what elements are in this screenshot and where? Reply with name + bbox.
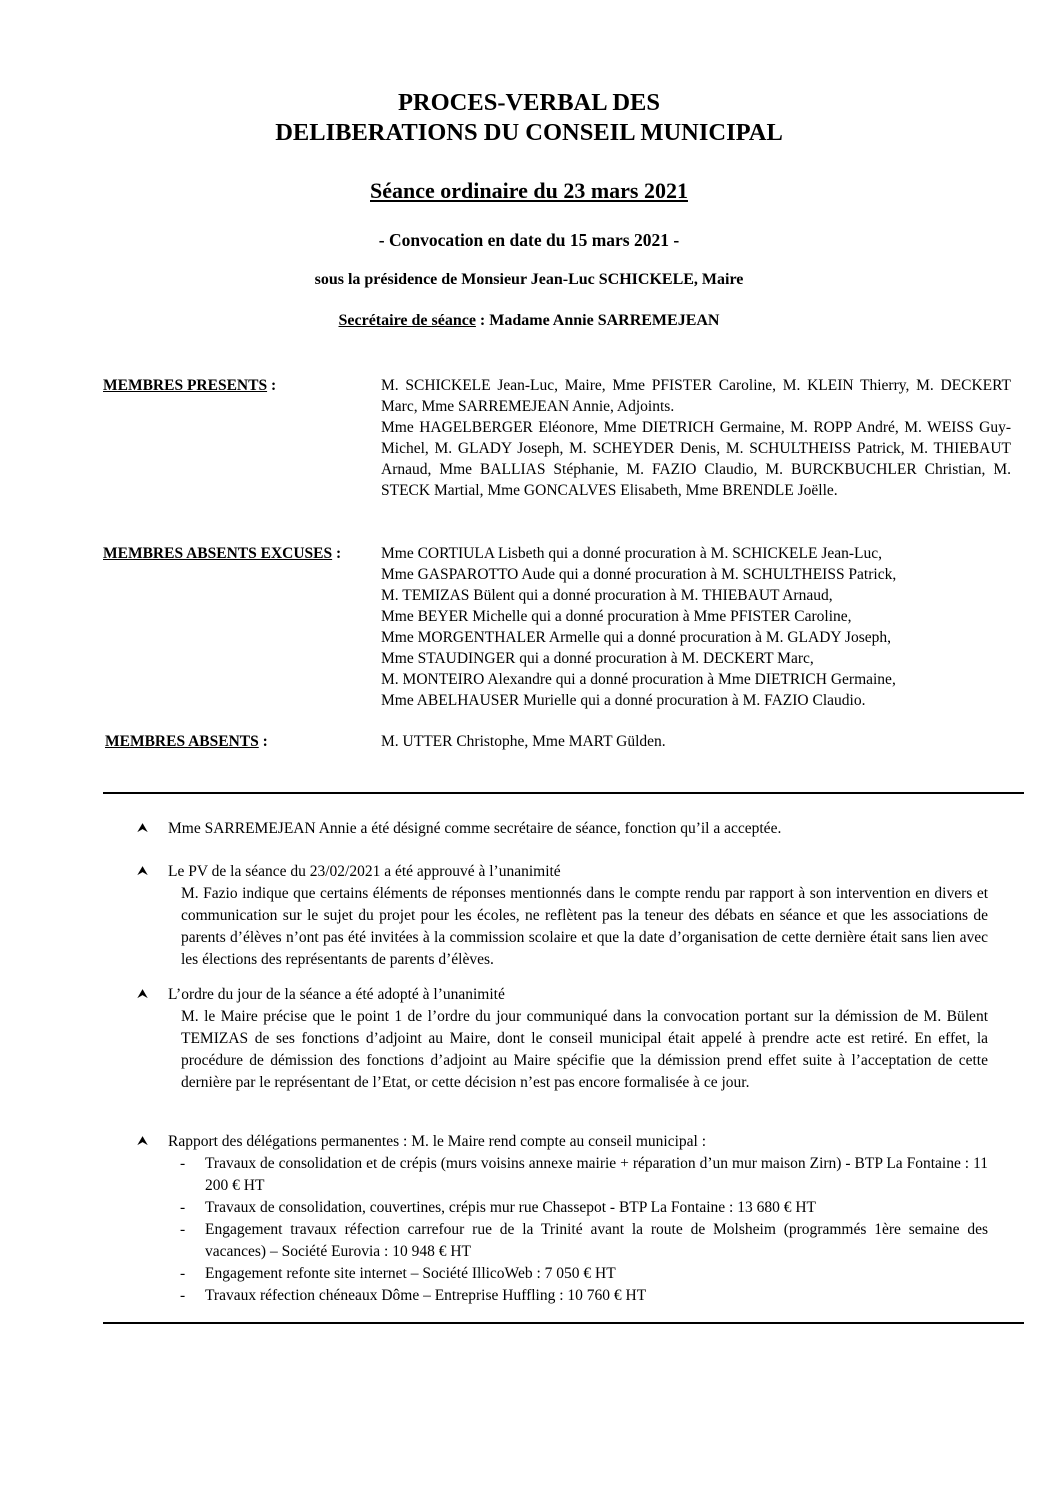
item-ordre-body: M. le Maire précise que le point 1 de l’ordre du jour communiqué dans la convocation portant sur la démission de M. Bülent TEMIZAS de ses fonctions d’adjoint au Maire, dont le conseil municipal était appelé à prendre acte est retiré. En effet, la procédure de démission des fonctions d’adjoint au Maire spécifie que la démission prend effet suite à l’acceptation de cette dernière par le représentant de l’Etat, or cette décision n’est pas encore formalisée à ce jour. xyxy=(181,1008,988,1091)
item-pv-heading: Le PV de la séance du 23/02/2021 a été approuvé à l’unanimité xyxy=(168,863,561,880)
horizontal-rule xyxy=(103,1322,1024,1324)
members-absent-label-text: MEMBRES ABSENTS xyxy=(105,733,259,750)
list-item xyxy=(168,1197,988,1219)
members-absent-text: M. UTTER Christophe, Mme MART Gülden. xyxy=(381,733,666,750)
title-line-2: DELIBERATIONS DU CONSEIL MUNICIPAL xyxy=(275,119,783,146)
convocation-line: - Convocation en date du 15 mars 2021 - xyxy=(378,230,680,250)
excused-line: Mme ABELHAUSER Murielle qui a donné procuration à M. FAZIO Claudio. xyxy=(381,692,866,709)
list-item-text: Engagement refonte site internet – Société IllicoWeb : 7 050 € HT xyxy=(205,1265,616,1282)
members-excused-label-text: MEMBRES ABSENTS EXCUSES xyxy=(103,545,333,562)
dash-marker: - xyxy=(180,1287,186,1304)
secretaire-label: Secrétaire de séance xyxy=(338,312,476,329)
members-present-label-suffix: : xyxy=(267,377,277,394)
delegations-list xyxy=(168,1153,988,1307)
title-line-1: PROCES-VERBAL DES xyxy=(397,89,661,116)
excused-line: M. MONTEIRO Alexandre qui a donné procuration à Mme DIETRICH Germaine, xyxy=(381,671,896,688)
horizontal-rule xyxy=(103,792,1024,794)
members-present-label-text: MEMBRES PRESENTS xyxy=(103,377,268,394)
list-item xyxy=(168,1153,988,1197)
list-item xyxy=(168,1263,988,1285)
members-excused-label xyxy=(103,545,341,563)
dash-marker: - xyxy=(180,1199,186,1216)
dash-marker: - xyxy=(180,1155,186,1172)
members-absent-label-suffix: : xyxy=(258,733,268,750)
members-excused-label-suffix: : xyxy=(332,545,342,562)
triangle-bullet-icon: ⮝ xyxy=(137,986,149,1001)
item-secretaire: Mme SARREMEJEAN Annie a été désigné comme secrétaire de séance, fonction qu’il a acceptée. xyxy=(168,820,782,837)
list-item-text: Travaux de consolidation, couvertines, crépis mur rue Chassepot - BTP La Fontaine : 13 680 € HT xyxy=(205,1199,816,1216)
members-present-label xyxy=(103,377,276,395)
item-delegations xyxy=(168,1131,988,1307)
excused-line: Mme BEYER Michelle qui a donné procuration à Mme PFISTER Caroline, xyxy=(381,608,852,625)
triangle-bullet-icon: ⮝ xyxy=(137,820,149,835)
members-present-text xyxy=(381,375,1011,501)
list-item xyxy=(168,1285,988,1307)
members-present-text-a: M. SCHICKELE Jean-Luc, Maire, Mme PFISTER Caroline, M. KLEIN Thierry, M. DECKERT Marc, Mme SARREMEJEAN Annie, Adjoints. xyxy=(381,377,1011,415)
item-ordre-heading: L’ordre du jour de la séance a été adopté à l’unanimité xyxy=(168,986,505,1003)
triangle-bullet-icon: ⮝ xyxy=(137,1133,149,1148)
list-item-text: Travaux de consolidation et de crépis (murs voisins annexe mairie + réparation d’un mur maison Zirn) - BTP La Fontaine : 11 200 € HT xyxy=(205,1155,988,1194)
members-absent-label xyxy=(105,733,268,751)
excused-line: Mme STAUDINGER qui a donné procuration à M. DECKERT Marc, xyxy=(381,650,814,667)
item-pv-approval xyxy=(168,861,988,971)
excused-line: M. TEMIZAS Bülent qui a donné procuration à M. THIEBAUT Arnaud, xyxy=(381,587,833,604)
excused-line: Mme CORTIULA Lisbeth qui a donné procuration à M. SCHICKELE Jean-Luc, xyxy=(381,545,883,562)
list-item-text: Travaux réfection chéneaux Dôme – Entreprise Huffling : 10 760 € HT xyxy=(205,1287,647,1304)
excused-line: Mme GASPAROTTO Aude qui a donné procuration à M. SCHULTHEISS Patrick, xyxy=(381,566,897,583)
excused-line: Mme MORGENTHALER Armelle qui a donné procuration à M. GLADY Joseph, xyxy=(381,629,891,646)
dash-marker: - xyxy=(180,1265,186,1282)
session-title: Séance ordinaire du 23 mars 2021 xyxy=(370,178,688,203)
item-ordre-du-jour xyxy=(168,984,988,1094)
item-pv-body: M. Fazio indique que certains éléments de réponses mentionnés dans le compte rendu par rapport à son intervention en divers et communication sur le sujet du projet pour les écoles, ne reflètent pas la teneur des débats en séance et que les associations de parents d’élèves n’ont pas été invitées à la commission scolaire et que la date d’organisation de cette dernière était sans lien avec les élections des représentants de parents d’élèves. xyxy=(181,885,988,968)
presidence-line: sous la présidence de Monsieur Jean-Luc SCHICKELE, Maire xyxy=(314,271,744,288)
list-item-text: Engagement travaux réfection carrefour rue de la Trinité avant la route de Molsheim (programmés 1ère semaine des vacances) – Société Eurovia : 10 948 € HT xyxy=(205,1221,988,1260)
list-item xyxy=(168,1219,988,1263)
document-title xyxy=(0,88,1058,148)
secretaire-line xyxy=(0,312,1058,330)
members-present-text-b: Mme HAGELBERGER Eléonore, Mme DIETRICH Germaine, M. ROPP André, M. WEISS Guy-Michel, M. GLADY Joseph, M. SCHEYDER Denis, M. SCHULTHEISS Patrick, M. THIEBAUT Arnaud, Mme BALLIAS Stéphanie, M. FAZIO Claudio, M. BURCKBUCHLER Christian, M. STECK Martial, Mme GONCALVES Elisabeth, Mme BRENDLE Joëlle. xyxy=(381,419,1011,499)
triangle-bullet-icon: ⮝ xyxy=(137,863,149,878)
secretaire-value: : Madame Annie SARREMEJEAN xyxy=(475,312,720,329)
item-delegations-heading: Rapport des délégations permanentes : M. le Maire rend compte au conseil municipal : xyxy=(168,1133,707,1150)
dash-marker: - xyxy=(180,1221,186,1238)
members-excused-list xyxy=(381,543,1011,711)
